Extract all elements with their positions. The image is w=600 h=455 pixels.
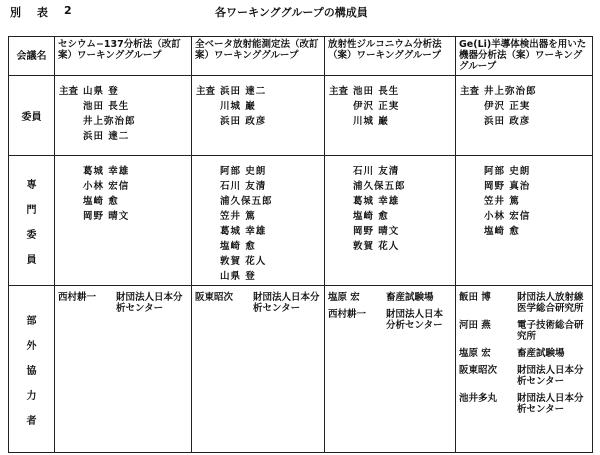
cooperator-affiliation: 財団法人日本分析センター: [253, 292, 320, 314]
row-label-cooperators: [9, 286, 55, 453]
cooperator-affiliation: 畜産試験場: [386, 292, 434, 303]
expert-entry: [460, 177, 588, 192]
member-name: 浜田 政彦: [220, 115, 267, 127]
cooperators-cell: [456, 286, 593, 453]
row-label-char: 力: [26, 390, 37, 402]
expert-name: 小林 宏信: [83, 180, 130, 192]
cooperators-cell: [325, 286, 456, 453]
expert-name: 笠井 篤: [484, 195, 520, 207]
cooperator-name: 阪東昭次: [195, 292, 234, 303]
member-name: 池田 長生: [83, 100, 130, 112]
members-cell: [192, 76, 325, 156]
expert-entry: [329, 192, 451, 207]
member-entry: [59, 82, 187, 97]
member-entry: [329, 112, 451, 127]
cooperator-affiliation: 財団法人放射線医学総合研究所: [517, 292, 584, 314]
member-name: 井上弥治郎: [484, 85, 537, 97]
members-cell: [55, 76, 192, 156]
member-name: 伊沢 正実: [484, 100, 531, 112]
member-entry: [196, 82, 320, 97]
member-entry: [59, 97, 187, 112]
expert-name: 葛城 幸雄: [353, 195, 400, 207]
cooperator-name: 西村耕一: [328, 309, 367, 320]
header-row: [9, 37, 593, 76]
members-row: [9, 76, 593, 156]
cooperator-entry: [459, 292, 589, 314]
column-header-meeting: 会議名: [9, 37, 55, 76]
member-name: 伊沢 正実: [353, 100, 400, 112]
cooperator-affiliation: 電子技術総合研究所: [517, 320, 584, 342]
cooperator-affiliation: 畜産試験場: [517, 348, 565, 359]
expert-entry: [196, 162, 320, 177]
column-header-zirconium: 放射性ジルコニウム分析法（案）ワーキンググループ: [325, 37, 456, 76]
experts-cell: [456, 156, 593, 286]
row-label-char: 委: [26, 229, 37, 241]
expert-entry: [59, 162, 187, 177]
expert-entry: [59, 207, 187, 222]
expert-name: 塩崎 愈: [83, 195, 119, 207]
expert-name: 岡野 晴文: [83, 210, 130, 222]
page-title: 各ワーキンググループの構成員: [215, 6, 368, 19]
cooperator-affiliation: 財団法人日本分析センター: [386, 309, 444, 331]
expert-name: 敦賀 花人: [220, 255, 267, 267]
expert-entry: [59, 192, 187, 207]
expert-name: 岡野 真治: [484, 180, 531, 192]
row-label-char: 者: [26, 415, 37, 427]
appendix-number: 2: [64, 4, 72, 17]
expert-name: 石川 友清: [220, 180, 267, 192]
row-label-char: 門: [26, 204, 37, 216]
expert-name: 敦賀 花人: [353, 240, 400, 252]
expert-entry: [329, 162, 451, 177]
cooperator-entry: [328, 309, 452, 331]
cooperator-entry: [459, 348, 589, 359]
expert-name: 塩崎 愈: [220, 240, 256, 252]
cooperator-name: 塩原 宏: [328, 292, 360, 303]
row-label-char: 員: [26, 254, 37, 266]
expert-entry: [329, 177, 451, 192]
member-entry: [59, 127, 187, 142]
expert-name: 葛城 幸雄: [83, 165, 130, 177]
member-entry: [329, 82, 451, 97]
expert-entry: [196, 237, 320, 252]
expert-entry: [460, 207, 588, 222]
member-entry: [196, 112, 320, 127]
working-group-table: [8, 36, 593, 453]
member-name: 川城 巌: [353, 115, 389, 127]
cooperator-affiliation: 財団法人日本分析センター: [517, 365, 584, 387]
experts-row: [9, 156, 593, 286]
cooperator-affiliation: 財団法人日本分析センター: [517, 393, 584, 415]
cooperator-name: 飯田 博: [459, 292, 491, 303]
row-label-char: 専: [26, 179, 37, 191]
column-header-cesium: セシウム−137分析法（改訂案）ワーキンググループ: [55, 37, 192, 76]
member-role: 主査: [59, 85, 79, 97]
member-name: 浜田 達二: [220, 85, 267, 97]
expert-entry: [196, 222, 320, 237]
appendix-label: 別 表: [10, 6, 54, 19]
member-name: 浜田 政彦: [484, 115, 531, 127]
expert-name: 浦久保五郎: [220, 195, 273, 207]
member-entry: [460, 82, 588, 97]
member-entry: [460, 97, 588, 112]
row-label-char: 部: [26, 315, 37, 327]
cooperator-affiliation: 財団法人日本分析センター: [116, 292, 183, 314]
expert-name: 浦久保五郎: [353, 180, 406, 192]
expert-entry: [329, 237, 451, 252]
expert-name: 石川 友清: [353, 165, 400, 177]
member-role: 主査: [329, 85, 349, 97]
experts-cell: [55, 156, 192, 286]
row-label-members: 委員: [9, 76, 55, 156]
cooperator-name: 塩原 宏: [459, 348, 491, 359]
cooperator-name: 西村耕一: [58, 292, 97, 303]
member-name: 井上弥治郎: [83, 115, 136, 127]
expert-entry: [196, 177, 320, 192]
expert-entry: [196, 207, 320, 222]
cooperator-entry: [459, 320, 589, 342]
expert-entry: [196, 192, 320, 207]
member-role: 主査: [196, 85, 216, 97]
cooperators-row: [9, 286, 593, 453]
expert-entry: [460, 222, 588, 237]
member-entry: [196, 97, 320, 112]
expert-entry: [329, 222, 451, 237]
cooperator-entry: [459, 393, 589, 415]
expert-name: 塩崎 愈: [353, 210, 389, 222]
experts-cell: [192, 156, 325, 286]
member-name: 池田 長生: [353, 85, 400, 97]
experts-cell: [325, 156, 456, 286]
cooperator-entry: [328, 292, 452, 303]
column-header-gross-beta: 全ベータ放射能測定法（改訂案）ワーキンググループ: [192, 37, 325, 76]
row-label-experts: [9, 156, 55, 286]
cooperator-name: 河田 燕: [459, 320, 491, 331]
expert-name: 阿部 史朗: [220, 165, 267, 177]
member-entry: [460, 112, 588, 127]
expert-name: 塩崎 愈: [484, 225, 520, 237]
row-label-char: 外: [26, 340, 37, 352]
expert-name: 山県 登: [220, 270, 256, 282]
member-role: 主査: [460, 85, 480, 97]
expert-name: 阿部 史朗: [484, 165, 531, 177]
expert-entry: [196, 267, 320, 282]
expert-entry: [460, 162, 588, 177]
cooperator-entry: [58, 292, 188, 314]
cooperators-cell: [55, 286, 192, 453]
cooperator-entry: [459, 365, 589, 387]
members-cell: [325, 76, 456, 156]
expert-name: 岡野 晴文: [353, 225, 400, 237]
cooperators-cell: [192, 286, 325, 453]
expert-name: 小林 宏信: [484, 210, 531, 222]
expert-entry: [460, 192, 588, 207]
column-header-geli: Ge(Li)半導体検出器を用いた機器分析法（案）ワーキンググループ: [456, 37, 593, 76]
cooperator-name: 阪東昭次: [459, 365, 498, 376]
expert-name: 笠井 篤: [220, 210, 256, 222]
cooperator-entry: [195, 292, 321, 314]
member-entry: [329, 97, 451, 112]
member-name: 山県 登: [83, 85, 119, 97]
expert-entry: [329, 207, 451, 222]
member-entry: [59, 112, 187, 127]
row-label-char: 協: [26, 365, 37, 377]
expert-entry: [59, 177, 187, 192]
member-name: 川城 巌: [220, 100, 256, 112]
expert-entry: [196, 252, 320, 267]
cooperator-name: 池井多丸: [459, 393, 498, 404]
members-cell: [456, 76, 593, 156]
expert-name: 葛城 幸雄: [220, 225, 267, 237]
member-name: 浜田 達二: [83, 130, 130, 142]
